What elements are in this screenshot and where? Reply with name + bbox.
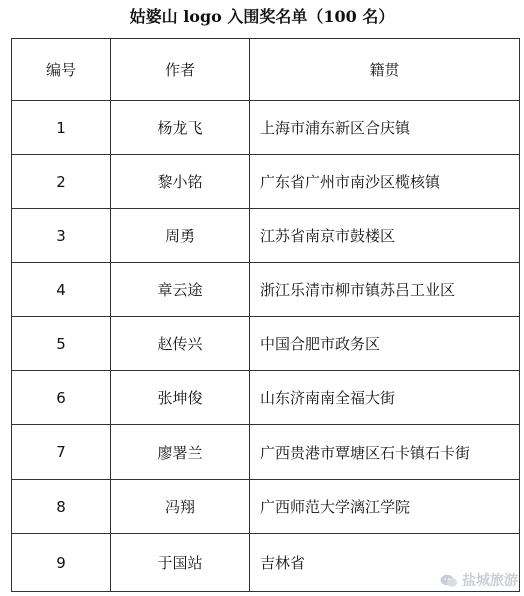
header-number: 编号 [12, 39, 111, 101]
table-row [12, 209, 520, 263]
header-origin: 籍贯 [250, 39, 520, 101]
header-author: 作者 [111, 39, 250, 101]
watermark [440, 570, 518, 590]
cell-origin: 吉林省 [250, 534, 520, 592]
cell-author: 杨龙飞 [111, 101, 250, 155]
watermark-text: 盐城旅游 [462, 573, 518, 589]
cell-number: 5 [12, 317, 111, 371]
cell-number: 9 [12, 534, 111, 592]
cell-origin: 江苏省南京市鼓楼区 [250, 209, 520, 263]
page-title: 姑婆山 logo 入围奖名单（100 名） [129, 7, 395, 26]
table-row [12, 263, 520, 317]
cell-origin: 上海市浦东新区合庆镇 [250, 101, 520, 155]
wechat-icon [440, 573, 458, 587]
cell-author: 周勇 [111, 209, 250, 263]
cell-author: 黎小铭 [111, 155, 250, 209]
cell-number: 8 [12, 480, 111, 534]
cell-number: 6 [12, 371, 111, 425]
cell-author: 张坤俊 [111, 371, 250, 425]
table-row [12, 371, 520, 425]
cell-origin: 浙江乐清市柳市镇苏吕工业区 [250, 263, 520, 317]
cell-origin: 山东济南南全福大街 [250, 371, 520, 425]
table-row [12, 101, 520, 155]
table-row [12, 155, 520, 209]
finalist-table [11, 38, 520, 592]
table-row [12, 317, 520, 371]
cell-author: 冯翔 [111, 480, 250, 534]
cell-number: 4 [12, 263, 111, 317]
cell-author: 赵传兴 [111, 317, 250, 371]
cell-author: 于国站 [111, 534, 250, 592]
cell-number: 3 [12, 209, 111, 263]
cell-origin: 广西贵港市覃塘区石卡镇石卡街 [250, 425, 520, 480]
cell-origin: 广西师范大学漓江学院 [250, 480, 520, 534]
cell-author: 廖署兰 [111, 425, 250, 480]
cell-author: 章云途 [111, 263, 250, 317]
cell-number: 7 [12, 425, 111, 480]
table-row [12, 425, 520, 480]
cell-origin: 中国合肥市政务区 [250, 317, 520, 371]
cell-number: 2 [12, 155, 111, 209]
cell-number: 1 [12, 101, 111, 155]
cell-origin: 广东省广州市南沙区榄核镇 [250, 155, 520, 209]
table-header-row [12, 39, 520, 101]
table-row [12, 480, 520, 534]
